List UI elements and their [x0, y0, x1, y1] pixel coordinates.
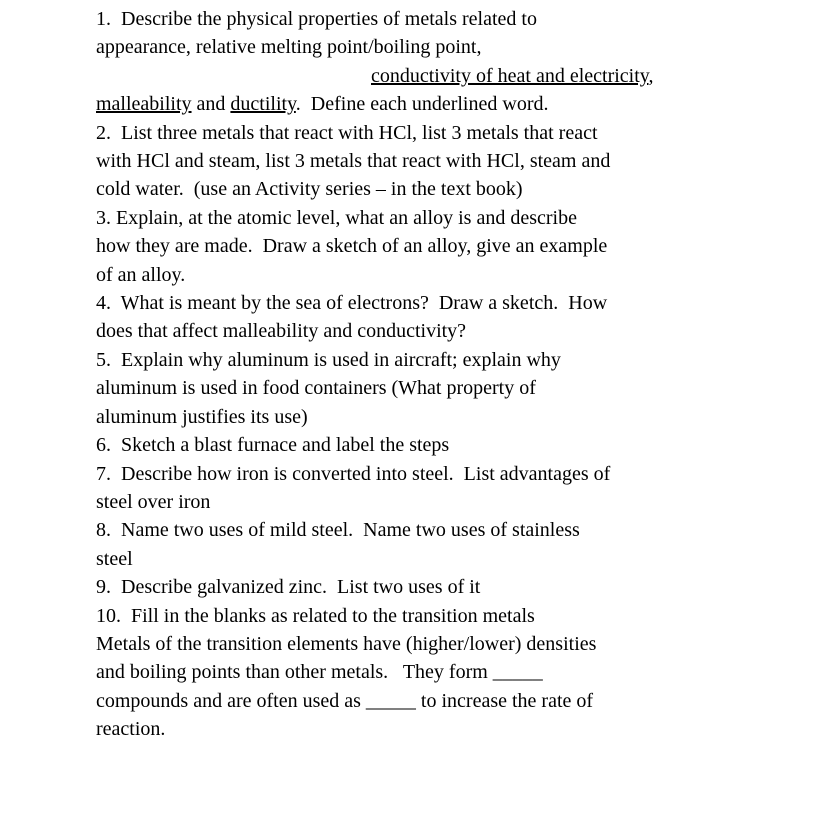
- text-line: [96, 33, 736, 61]
- text-line: [96, 5, 736, 33]
- text-line: [96, 431, 736, 459]
- fill-in-blank: _____: [365, 689, 416, 712]
- text-segment: . Define each underlined word.: [295, 93, 549, 116]
- text-line: [96, 204, 736, 232]
- text-segment: and: [191, 93, 231, 116]
- text-line: [96, 658, 736, 686]
- text-line: [96, 62, 736, 90]
- text-segment: Metals of the transition elements have (higher/lower) densities: [96, 632, 597, 655]
- text-line: [96, 317, 736, 345]
- text-line: [96, 545, 736, 573]
- text-segment: reaction.: [96, 718, 166, 741]
- text-segment: aluminum justifies its use): [96, 405, 308, 428]
- text-segment: ,: [648, 64, 654, 87]
- text-line: [96, 261, 736, 289]
- text-segment: does that affect malleability and conductivity?: [96, 320, 467, 343]
- text-segment: of an alloy.: [96, 263, 186, 286]
- document-body: [96, 5, 736, 744]
- underlined-term: malleability: [96, 93, 192, 116]
- text-line: [96, 147, 736, 175]
- text-line: [96, 90, 736, 118]
- text-line: [96, 374, 736, 402]
- text-segment: cold water. (use an Activity series – in the text book): [96, 178, 523, 201]
- text-segment: 6. Sketch a blast furnace and label the steps: [96, 434, 450, 457]
- text-segment: compounds and are often used as: [96, 689, 366, 712]
- text-line: [96, 573, 736, 601]
- text-segment: appearance, relative melting point/boiling point,: [96, 36, 482, 59]
- text-line: [96, 119, 736, 147]
- text-line: [96, 232, 736, 260]
- text-line: [96, 488, 736, 516]
- text-segment: steel over iron: [96, 490, 211, 513]
- text-line: [96, 460, 736, 488]
- text-line: [96, 516, 736, 544]
- text-line: [96, 602, 736, 630]
- text-segment: 8. Name two uses of mild steel. Name two uses of stainless: [96, 519, 580, 542]
- text-segment: 7. Describe how iron is converted into steel. List advantages of: [96, 462, 611, 485]
- text-segment: 5. Explain why aluminum is used in aircraft; explain why: [96, 348, 561, 371]
- text-segment: 4. What is meant by the sea of electrons? Draw a sketch. How: [96, 292, 608, 315]
- text-segment: with HCl and steam, list 3 metals that react with HCl, steam and: [96, 150, 611, 173]
- text-segment: and boiling points than other metals. They form: [96, 661, 493, 684]
- text-line: [96, 630, 736, 658]
- text-line: [96, 175, 736, 203]
- text-segment: steel: [96, 547, 133, 570]
- text-segment: aluminum is used in food containers (What property of: [96, 377, 536, 400]
- text-segment: how they are made. Draw a sketch of an alloy, give an example: [96, 235, 608, 258]
- underlined-term: conductivity of heat and electricity: [371, 64, 649, 87]
- text-segment: 9. Describe galvanized zinc. List two uses of it: [96, 576, 481, 599]
- fill-in-blank: _____: [492, 661, 543, 684]
- underlined-term: ductility: [230, 93, 296, 116]
- text-line: [96, 403, 736, 431]
- text-segment: 3. Explain, at the atomic level, what an alloy is and describe: [96, 206, 577, 229]
- text-segment: 1. Describe the physical properties of metals related to: [96, 8, 537, 30]
- text-line: [96, 687, 736, 715]
- text-line: [96, 289, 736, 317]
- text-segment: 2. List three metals that react with HCl, list 3 metals that react: [96, 121, 598, 144]
- text-segment: 10. Fill in the blanks as related to the transition metals: [96, 604, 535, 627]
- text-line: [96, 715, 736, 743]
- text-segment: to increase the rate of: [415, 689, 594, 712]
- text-line: [96, 346, 736, 374]
